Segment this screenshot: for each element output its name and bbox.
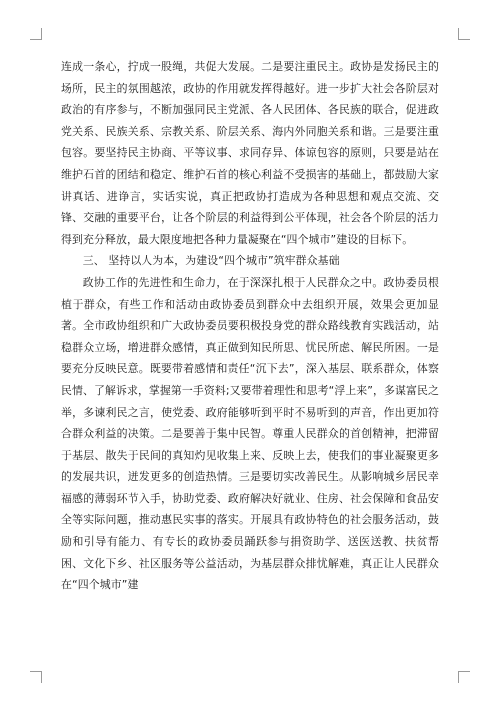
- crop-mark-bottom-left: [41, 671, 42, 683]
- crop-mark-top-left: [41, 28, 42, 40]
- crop-mark-bottom-right: [458, 671, 459, 683]
- crop-mark-top-right: [458, 39, 470, 40]
- crop-mark-bottom-right: [458, 671, 470, 672]
- body-paragraph: 连成一条心，拧成一股绳，共促大发展。二是要注重民主。政协是发扬民主的场所，民主的氛围越浓，政协的作用就发挥得越好。进一步扩大社会各阶层对政治的有序参与，不断加强同民主党派、各人民团体、各民族的联合，促进政党关系、民族关系、宗教关系、阶层关系、海内外同胞关系和谐。三是要注重包容。要坚持民主协商、平等议事、求同存异、体谅包容的原则，只要是站在维护石首的团结和稳定、维护石首的核心利益不受损害的基础上，都鼓励大家讲真话、进诤言，实话实说，真正把政协打造成为各种思想和观点交流、交锋、交融的重要平台，让各个阶层的利益得到公平体现，社会各个阶层的活力得到充分释放，最大限度地把各种力量凝聚在“四个城市”建设的目标下。: [61, 60, 439, 246]
- section-heading: 三、 坚持以人为本，为建设“四个城市”筑牢群众基础: [82, 254, 340, 268]
- crop-mark-top-right: [458, 28, 459, 40]
- document-body: [61, 56, 439, 596]
- body-paragraph: 政协工作的先进性和生命力，在于深深扎根于人民群众之中。政协委员根植于群众，有些工作和活动由政协委员到群众中去组织开展，效果会更加显著。全市政协组织和广大政协委员要积极投身党的群众路线教育实践活动，站稳群众立场，增进群众感情，真正做到知民所思、忧民所虑、解民所困。一是要充分反映民意。既要带着感情和责任“沉下去”，深入基层、联系群众，体察民情、了解诉求，掌握第一手资料;又要带着理性和思考“浮上来”，多谋富民之举，多谏利民之言，使党委、政府能够听到平时不易听到的声音，作出更加符合群众利益的决策。二是要善于集中民智。尊重人民群众的首创精神，把滞留于基层、散失于民间的真知灼见收集上来、反映上去，使我们的事业凝聚更多的发展共识，迸发更多的创造热情。三是要切实改善民生。从影响城乡居民幸福感的薄弱环节入手，协助党委、政府解决好就业、住房、社会保障和食品安全等实际问题，推动惠民实事的落实。开展具有政协特色的社会服务活动，鼓励和引导有能力、有专长的政协委员踊跃参与捐资助学、送医送教、扶贫帮困、文化下乡、社区服务等公益活动，为基层群众排忧解难，真正让人民群众在“四个城市”建: [61, 275, 439, 592]
